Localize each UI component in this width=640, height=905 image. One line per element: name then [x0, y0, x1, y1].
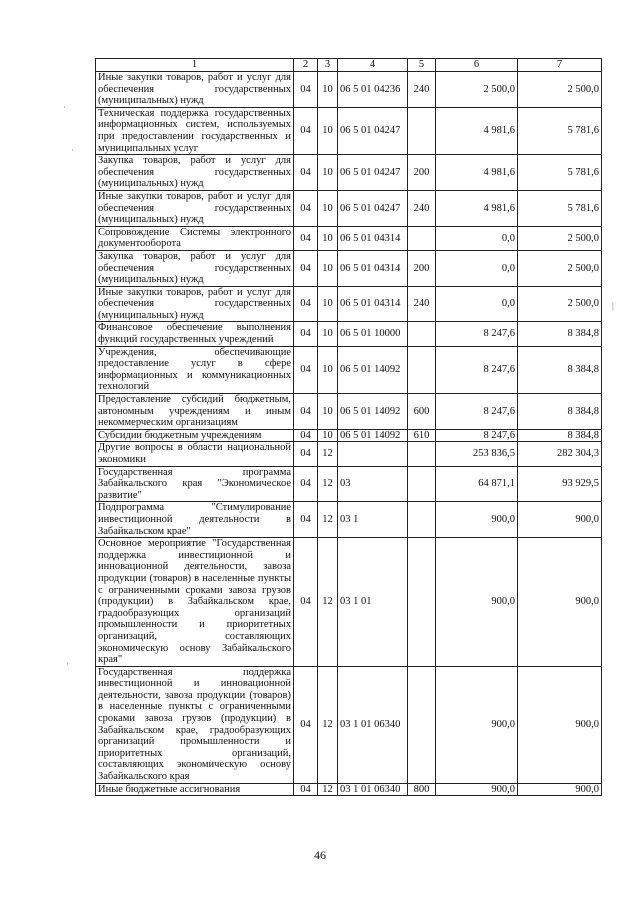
amount-year-2-cell: 5 781,6: [518, 155, 602, 191]
table-body: [96, 72, 602, 796]
amount-year-1-cell: 4 981,6: [436, 155, 518, 191]
header-col-7: 7: [518, 59, 602, 72]
target-article-cell: 06 5 01 04314: [338, 250, 408, 286]
scan-speck: ·: [63, 102, 66, 112]
expense-type-cell: [408, 107, 436, 154]
header-col-6: 6: [436, 59, 518, 72]
subsection-code-cell: 10: [318, 394, 338, 430]
section-code-cell: 04: [294, 190, 318, 226]
target-article-cell: 03: [338, 466, 408, 502]
target-article-cell: 06 5 01 14092: [338, 429, 408, 442]
subsection-code-cell: 12: [318, 442, 338, 466]
amount-year-2-cell: 2 500,0: [518, 226, 602, 250]
amount-year-1-cell: 900,0: [436, 502, 518, 538]
amount-year-2-cell: 900,0: [518, 783, 602, 796]
expense-type-cell: [408, 466, 436, 502]
target-article-cell: 03 1 01 06340: [338, 666, 408, 783]
target-article-cell: 06 5 01 04314: [338, 286, 408, 322]
section-code-cell: 04: [294, 442, 318, 466]
amount-year-1-cell: 8 247,6: [436, 322, 518, 346]
row-name-cell: Техническая поддержка государственных информационных систем, используемых при предоставлении государственных и муниципальных услуг: [96, 107, 294, 154]
subsection-code-cell: 10: [318, 72, 338, 108]
amount-year-2-cell: 2 500,0: [518, 286, 602, 322]
expense-type-cell: 240: [408, 286, 436, 322]
row-name-cell: Сопровождение Системы электронного документооборота: [96, 226, 294, 250]
amount-year-2-cell: 8 384,8: [518, 346, 602, 393]
row-name-cell: Закупка товаров, работ и услуг для обеспечения государственных (муниципальных) нужд: [96, 250, 294, 286]
header-col-2: 2: [294, 59, 318, 72]
section-code-cell: 04: [294, 107, 318, 154]
section-code-cell: 04: [294, 429, 318, 442]
expense-type-cell: 600: [408, 394, 436, 430]
amount-year-1-cell: 0,0: [436, 226, 518, 250]
table-row: [96, 72, 602, 108]
row-name-cell: Иные закупки товаров, работ и услуг для обеспечения государственных (муниципальных) нужд: [96, 286, 294, 322]
header-col-4: 4: [338, 59, 408, 72]
target-article-cell: 03 1 01 06340: [338, 783, 408, 796]
table-header: [96, 59, 602, 72]
amount-year-1-cell: 2 500,0: [436, 72, 518, 108]
target-article-cell: 06 5 01 14092: [338, 346, 408, 393]
amount-year-1-cell: 0,0: [436, 286, 518, 322]
table-row: [96, 502, 602, 538]
row-name-cell: Основное мероприятие "Государственная поддержка инвестиционной и инновационной деятельности, завоза продукции (товаров) в населенные пункты с ограниченными сроками завоза грузов (продукции) в Забайкальском крае, градообразующих организаций промышленности и приоритетных организаций, составляющих экономическую основу Забайкальского края": [96, 538, 294, 667]
header-col-1: 1: [96, 59, 294, 72]
row-name-cell: Государственная поддержка инвестиционной и инновационной деятельности, завоза продукции (товаров) в населенные пункты с ограниченными сроками завоза грузов (продукции) в Забайкальском крае, градообразующих организаций промышленности и приоритетных организаций, составляющих экономическую основу Забайкальского края: [96, 666, 294, 783]
subsection-code-cell: 10: [318, 226, 338, 250]
header-col-3: 3: [318, 59, 338, 72]
amount-year-1-cell: 8 247,6: [436, 429, 518, 442]
subsection-code-cell: 10: [318, 429, 338, 442]
section-code-cell: 04: [294, 502, 318, 538]
target-article-cell: 06 5 01 10000: [338, 322, 408, 346]
subsection-code-cell: 12: [318, 502, 338, 538]
expense-type-cell: [408, 502, 436, 538]
table-row: [96, 466, 602, 502]
table-row: [96, 538, 602, 667]
amount-year-1-cell: 900,0: [436, 783, 518, 796]
subsection-code-cell: 10: [318, 250, 338, 286]
expense-type-cell: [408, 538, 436, 667]
section-code-cell: 04: [294, 666, 318, 783]
expense-type-cell: [408, 442, 436, 466]
expense-type-cell: 200: [408, 155, 436, 191]
amount-year-2-cell: 900,0: [518, 538, 602, 667]
row-name-cell: Другие вопросы в области национальной экономики: [96, 442, 294, 466]
subsection-code-cell: 12: [318, 783, 338, 796]
scan-speck: ·: [71, 145, 74, 155]
target-article-cell: 03 1 01: [338, 538, 408, 667]
scan-speck: ·: [66, 659, 69, 669]
amount-year-1-cell: 8 247,6: [436, 346, 518, 393]
amount-year-2-cell: 2 500,0: [518, 250, 602, 286]
amount-year-2-cell: 93 929,5: [518, 466, 602, 502]
table-row: [96, 226, 602, 250]
expense-type-cell: 240: [408, 72, 436, 108]
section-code-cell: 04: [294, 394, 318, 430]
target-article-cell: [338, 442, 408, 466]
section-code-cell: 04: [294, 226, 318, 250]
row-name-cell: Финансовое обеспечение выполнения функций государственных учреждений: [96, 322, 294, 346]
row-name-cell: Государственная программа Забайкальского края "Экономическое развитие": [96, 466, 294, 502]
amount-year-2-cell: 5 781,6: [518, 190, 602, 226]
expense-type-cell: 240: [408, 190, 436, 226]
section-code-cell: 04: [294, 155, 318, 191]
scan-speck: |: [612, 301, 614, 311]
amount-year-1-cell: 900,0: [436, 666, 518, 783]
expense-type-cell: [408, 346, 436, 393]
subsection-code-cell: 10: [318, 155, 338, 191]
budget-table: [95, 58, 602, 796]
table-row: [96, 190, 602, 226]
row-name-cell: Подпрограмма "Стимулирование инвестиционной деятельности в Забайкальском крае": [96, 502, 294, 538]
row-name-cell: Иные закупки товаров, работ и услуг для обеспечения государственных (муниципальных) нужд: [96, 190, 294, 226]
subsection-code-cell: 10: [318, 346, 338, 393]
amount-year-1-cell: 4 981,6: [436, 190, 518, 226]
subsection-code-cell: 10: [318, 322, 338, 346]
target-article-cell: 06 5 01 04247: [338, 190, 408, 226]
row-name-cell: Иные закупки товаров, работ и услуг для обеспечения государственных (муниципальных) нужд: [96, 72, 294, 108]
amount-year-1-cell: 0,0: [436, 250, 518, 286]
expense-type-cell: [408, 322, 436, 346]
amount-year-2-cell: 900,0: [518, 502, 602, 538]
page-number: 46: [314, 848, 326, 862]
amount-year-2-cell: 8 384,8: [518, 322, 602, 346]
amount-year-1-cell: 900,0: [436, 538, 518, 667]
amount-year-2-cell: 5 781,6: [518, 107, 602, 154]
amount-year-2-cell: 282 304,3: [518, 442, 602, 466]
table-row: [96, 666, 602, 783]
amount-year-1-cell: 253 836,5: [436, 442, 518, 466]
target-article-cell: 03 1: [338, 502, 408, 538]
section-code-cell: 04: [294, 466, 318, 502]
expense-type-cell: [408, 666, 436, 783]
row-name-cell: Предоставление субсидий бюджетным, автономным учреждениям и иным некоммерческим организациям: [96, 394, 294, 430]
amount-year-1-cell: 4 981,6: [436, 107, 518, 154]
amount-year-2-cell: 2 500,0: [518, 72, 602, 108]
section-code-cell: 04: [294, 250, 318, 286]
amount-year-2-cell: 8 384,8: [518, 394, 602, 430]
subsection-code-cell: 12: [318, 666, 338, 783]
table-row: [96, 155, 602, 191]
subsection-code-cell: 12: [318, 538, 338, 667]
target-article-cell: 06 5 01 04247: [338, 107, 408, 154]
row-name-cell: Иные бюджетные ассигнования: [96, 783, 294, 796]
expense-type-cell: [408, 226, 436, 250]
target-article-cell: 06 5 01 04314: [338, 226, 408, 250]
target-article-cell: 06 5 01 04247: [338, 155, 408, 191]
table-row: [96, 429, 602, 442]
section-code-cell: 04: [294, 783, 318, 796]
expense-type-cell: 200: [408, 250, 436, 286]
table-row: [96, 286, 602, 322]
amount-year-2-cell: 900,0: [518, 666, 602, 783]
table-row: [96, 783, 602, 796]
row-name-cell: Закупка товаров, работ и услуг для обеспечения государственных (муниципальных) нужд: [96, 155, 294, 191]
table-row: [96, 442, 602, 466]
table-row: [96, 107, 602, 154]
header-row: [96, 59, 602, 72]
expense-type-cell: 610: [408, 429, 436, 442]
expense-type-cell: 800: [408, 783, 436, 796]
section-code-cell: 04: [294, 346, 318, 393]
amount-year-1-cell: 8 247,6: [436, 394, 518, 430]
row-name-cell: Субсидии бюджетным учреждениям: [96, 429, 294, 442]
subsection-code-cell: 10: [318, 190, 338, 226]
subsection-code-cell: 10: [318, 107, 338, 154]
amount-year-1-cell: 64 871,1: [436, 466, 518, 502]
row-name-cell: Учреждения, обеспечивающие предоставление услуг в сфере информационных и коммуникационных технологий: [96, 346, 294, 393]
subsection-code-cell: 12: [318, 466, 338, 502]
target-article-cell: 06 5 01 14092: [338, 394, 408, 430]
section-code-cell: 04: [294, 72, 318, 108]
table-row: [96, 346, 602, 393]
section-code-cell: 04: [294, 538, 318, 667]
table-row: [96, 250, 602, 286]
table-row: [96, 394, 602, 430]
header-col-5: 5: [408, 59, 436, 72]
target-article-cell: 06 5 01 04236: [338, 72, 408, 108]
section-code-cell: 04: [294, 286, 318, 322]
table-row: [96, 322, 602, 346]
subsection-code-cell: 10: [318, 286, 338, 322]
amount-year-2-cell: 8 384,8: [518, 429, 602, 442]
section-code-cell: 04: [294, 322, 318, 346]
